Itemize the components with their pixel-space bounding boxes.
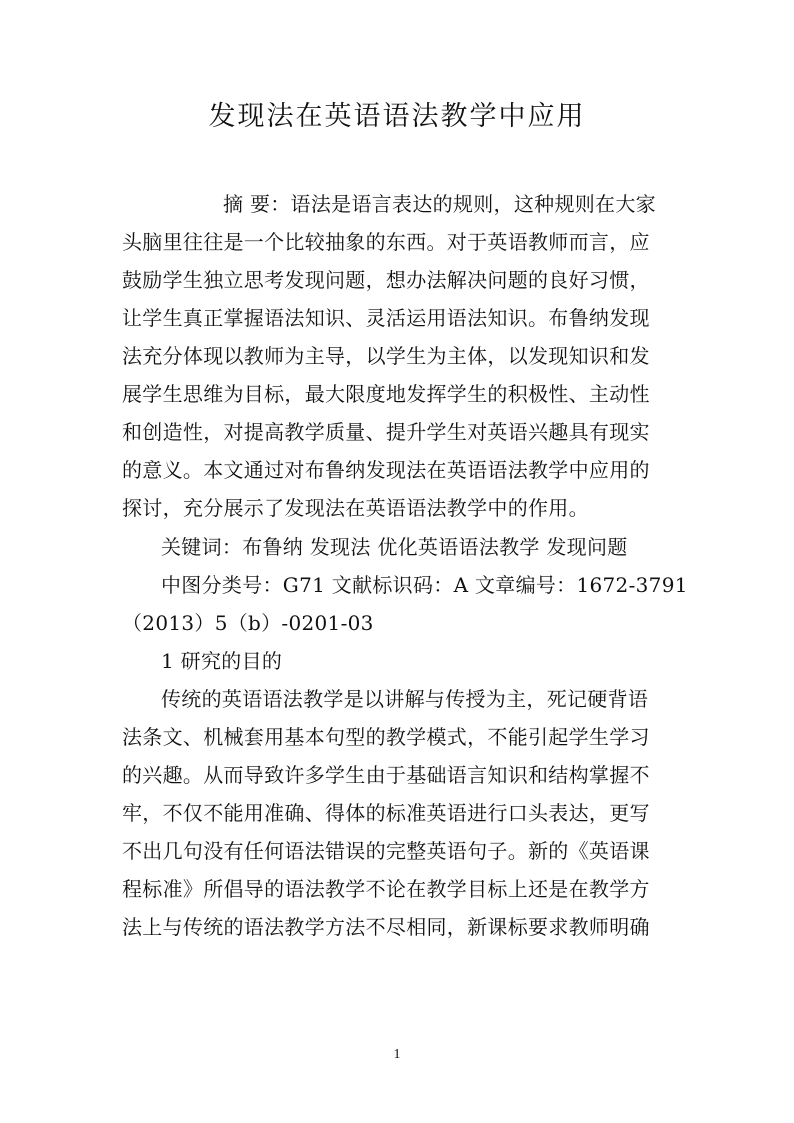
abstract-line: 让学生真正掌握语法知识、灵活运用语法知识。布鲁纳发现 xyxy=(122,306,650,330)
body-line: 传统的英语语法教学是以讲解与传授为主，死记硬背语 xyxy=(161,687,649,711)
body-line: 不出几句没有任何语法错误的完整英语句子。新的《英语课 xyxy=(122,839,650,863)
abstract-line: 法充分体现以教师为主导，以学生为主体，以发现知识和发 xyxy=(122,344,650,368)
body-line: 法条文、机械套用基本句型的教学模式，不能引起学生学习 xyxy=(122,725,650,749)
abstract-line: 和创造性，对提高教学质量、提升学生对英语兴趣具有现实 xyxy=(122,420,650,444)
body-line: 的兴趣。从而导致许多学生由于基础语言知识和结构掌握不 xyxy=(122,763,650,787)
abstract-line: 鼓励学生独立思考发现问题，想办法解决问题的良好习惯， xyxy=(122,268,650,292)
classification-line: 中图分类号：G71 文献标识码：A 文章编号：1672-3791 xyxy=(161,573,688,597)
abstract-line: 的意义。本文通过对布鲁纳发现法在英语语法教学中应用的 xyxy=(122,458,650,482)
page-number: 1 xyxy=(393,1047,401,1062)
body-line: 法上与传统的语法教学方法不尽相同，新课标要求教师明确 xyxy=(122,915,650,939)
body-line: 程标准》所倡导的语法教学不论在教学目标上还是在教学方 xyxy=(122,877,650,901)
abstract-line: 展学生思维为目标，最大限度地发挥学生的积极性、主动性 xyxy=(122,382,650,406)
classification-line: （2013）5（b）-0201-03 xyxy=(122,611,374,635)
abstract-line: 摘 要：语法是语言表达的规则，这种规则在大家 xyxy=(223,192,656,216)
abstract-line: 头脑里往往是一个比较抽象的东西。对于英语教师而言，应 xyxy=(122,230,650,254)
body-line: 牢，不仅不能用准确、得体的标准英语进行口头表达，更写 xyxy=(122,801,650,825)
abstract-line: 探讨，充分展示了发现法在英语语法教学中的作用。 xyxy=(122,496,589,520)
document-title: 发现法在英语语法教学中应用 xyxy=(208,101,586,132)
keywords-line: 关键词：布鲁纳 发现法 优化英语语法教学 发现问题 xyxy=(161,535,628,559)
section-heading: 1 研究的目的 xyxy=(161,649,283,673)
